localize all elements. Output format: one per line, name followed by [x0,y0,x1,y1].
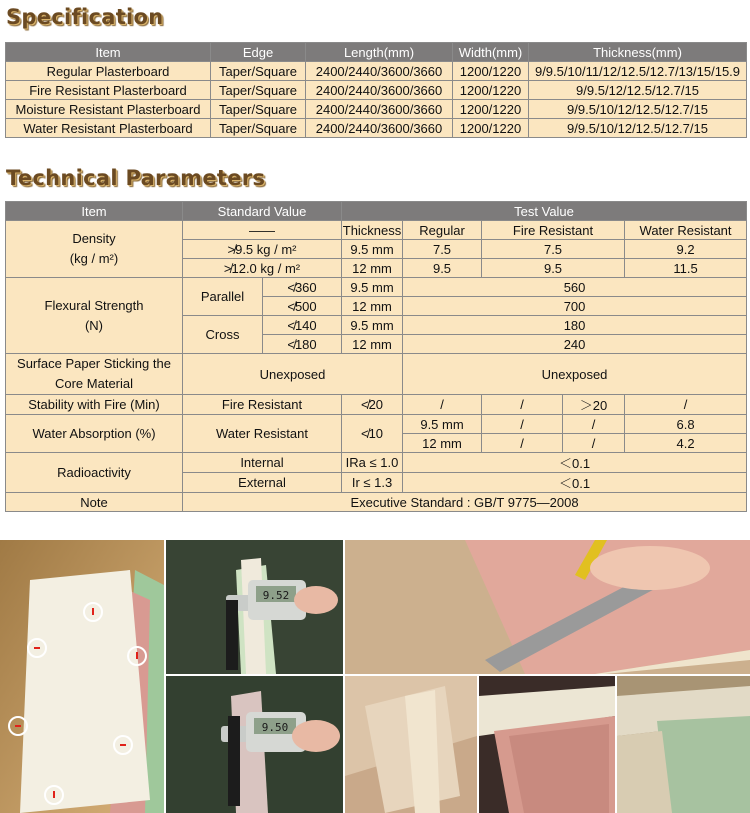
photo-cutting-board [345,540,750,674]
density-subheader-water: Water Resistant [625,221,747,240]
spec-cell: Taper/Square [211,119,306,138]
spec-cell: 2400/2440/3600/3660 [306,81,453,100]
product-photo-strip [0,540,750,813]
specification-heading: Specification [6,5,164,29]
density-std: ≯12.0 kg / m² [183,259,342,278]
table-row [6,119,747,138]
absorption-c3: 4.2 [625,434,747,453]
absorption-c2: / [563,434,625,453]
stability-label: Stability with Fire (Min) [6,395,183,415]
stability-std: ≮20 [342,395,403,415]
table-row [6,415,747,434]
density-label [6,221,183,278]
density-subheader-thickness: Thickness [342,222,402,238]
caliper-reading-1: 9.52 [262,589,290,602]
table-row [6,62,747,81]
flexural-title: Flexural Strength [44,297,144,313]
radio-std: Ir ≤ 1.3 [342,473,403,493]
flexural-std: ≮500 [263,297,342,316]
absorption-c2: / [563,415,625,434]
table-row [6,354,747,395]
flexural-value: 700 [403,297,747,316]
spec-header-thickness: Thickness(mm) [529,43,747,62]
density-thickness: 9.5 mm [342,240,403,259]
cutting-board-image [345,540,750,674]
density-thickness: 12 mm [342,259,403,278]
radio-value: ＜0.1 [403,473,747,493]
absorption-thickness: 9.5 mm [403,415,482,434]
caliper-reading-2: 9.50 [261,721,289,734]
photo-board-edge-marks [0,540,164,813]
board-edge-marks-image [0,540,164,813]
spec-cell: Regular Plasterboard [6,62,211,81]
table-row [6,453,747,473]
spec-cell: 9/9.5/12/12.5/12.7/15 [529,81,747,100]
flexural-std: ≮180 [263,335,342,354]
flexural-thickness: 9.5 mm [342,316,403,335]
flexural-label [6,278,183,354]
density-dash: —— [183,221,342,240]
flexural-value: 180 [403,316,747,335]
edge-closeup-image-1 [345,676,477,813]
technical-parameters-heading: Technical Parameters [6,166,266,190]
surface-std: Unexposed [183,354,403,395]
radio-std: IRa ≤ 1.0 [342,453,403,473]
flexural-parallel: Parallel [183,278,263,316]
density-title: Density [72,231,116,246]
spec-header-row [6,43,747,62]
spec-cell: 1200/1220 [453,81,529,100]
tech-header-test: Test Value [342,202,747,221]
spec-cell: Taper/Square [211,62,306,81]
spec-header-width: Width(mm) [453,43,529,62]
density-regular: 9.5 [403,259,482,278]
stability-c3: ＞20 [563,395,625,415]
spec-header-length: Length(mm) [306,43,453,62]
flexural-value: 240 [403,335,747,354]
radioactivity-label: Radioactivity [6,453,183,493]
spec-cell: 9/9.5/10/12/12.5/12.7/15 [529,119,747,138]
technical-parameters-table [5,201,747,512]
density-fire: 7.5 [482,240,625,259]
note-value: Executive Standard : GB/T 9775—2008 [183,493,747,512]
spec-cell: Moisture Resistant Plasterboard [6,100,211,119]
density-std: ≯9.5 kg / m² [183,240,342,259]
absorption-c1: / [482,434,563,453]
specification-table [5,42,747,138]
spec-cell: 1200/1220 [453,119,529,138]
spec-cell: Fire Resistant Plasterboard [6,81,211,100]
spec-cell: 2400/2440/3600/3660 [306,119,453,138]
radio-value: ＜0.1 [403,453,747,473]
photo-caliper-top [166,540,343,674]
tech-header-item: Item [6,202,183,221]
table-row [6,221,747,240]
photo-edge-closeup-2 [479,676,615,813]
flexural-std: ≮360 [263,278,342,297]
density-water: 11.5 [625,259,747,278]
spec-cell: 9/9.5/10/12/12.5/12.7/15 [529,100,747,119]
photo-edge-closeup-1 [345,676,477,813]
note-label: Note [6,493,183,512]
photo-edge-closeup-3 [617,676,750,813]
table-row [6,278,747,297]
surface-label [6,354,183,395]
density-regular: 7.5 [403,240,482,259]
spec-cell: Taper/Square [211,100,306,119]
spec-cell: 1200/1220 [453,100,529,119]
photo-caliper-bottom [166,676,343,813]
density-subheader-fire: Fire Resistant [482,221,625,240]
surface-label-line1: Surface Paper Sticking the [17,356,171,371]
absorption-c3: 6.8 [625,415,747,434]
spec-header-item: Item [6,43,211,62]
density-unit: (kg / m²) [69,251,119,266]
spec-cell: 1200/1220 [453,62,529,81]
radio-type: External [183,473,342,493]
flexural-thickness: 12 mm [342,297,403,316]
absorption-c1: / [482,415,563,434]
flexural-thickness: 12 mm [342,335,403,354]
stability-c4: / [625,395,747,415]
caliper-measure-image-1 [166,540,343,674]
spec-cell: Taper/Square [211,81,306,100]
edge-closeup-image-3 [617,676,750,813]
edge-closeup-image-2 [479,676,615,813]
stability-c1: / [403,395,482,415]
density-water: 9.2 [625,240,747,259]
spec-cell: Water Resistant Plasterboard [6,119,211,138]
surface-test: Unexposed [403,354,747,395]
spec-cell: 2400/2440/3600/3660 [306,62,453,81]
radio-type: Internal [183,453,342,473]
spec-header-edge: Edge [211,43,306,62]
tech-header-row [6,202,747,221]
density-fire: 9.5 [482,259,625,278]
flexural-cross: Cross [183,316,263,354]
absorption-std: ≮10 [342,415,403,453]
tech-header-standard: Standard Value [183,202,342,221]
flexural-unit: (N) [84,317,104,333]
table-row [6,493,747,512]
caliper-measure-image-2 [166,676,343,813]
table-row [6,100,747,119]
table-row [6,395,747,415]
flexural-thickness: 9.5 mm [342,278,403,297]
absorption-thickness: 12 mm [403,434,482,453]
absorption-label: Water Absorption (%) [6,415,183,453]
table-row [6,81,747,100]
surface-label-line2: Core Material [54,376,134,391]
flexural-std: ≮140 [263,316,342,335]
flexural-value: 560 [403,278,747,297]
spec-cell: 9/9.5/10/11/12/12.5/12.7/13/15/15.9 [529,62,747,81]
absorption-type: Water Resistant [183,415,342,453]
stability-c2: / [482,395,563,415]
spec-cell: 2400/2440/3600/3660 [306,100,453,119]
density-subheader-regular: Regular [403,221,482,240]
stability-type: Fire Resistant [183,395,342,415]
